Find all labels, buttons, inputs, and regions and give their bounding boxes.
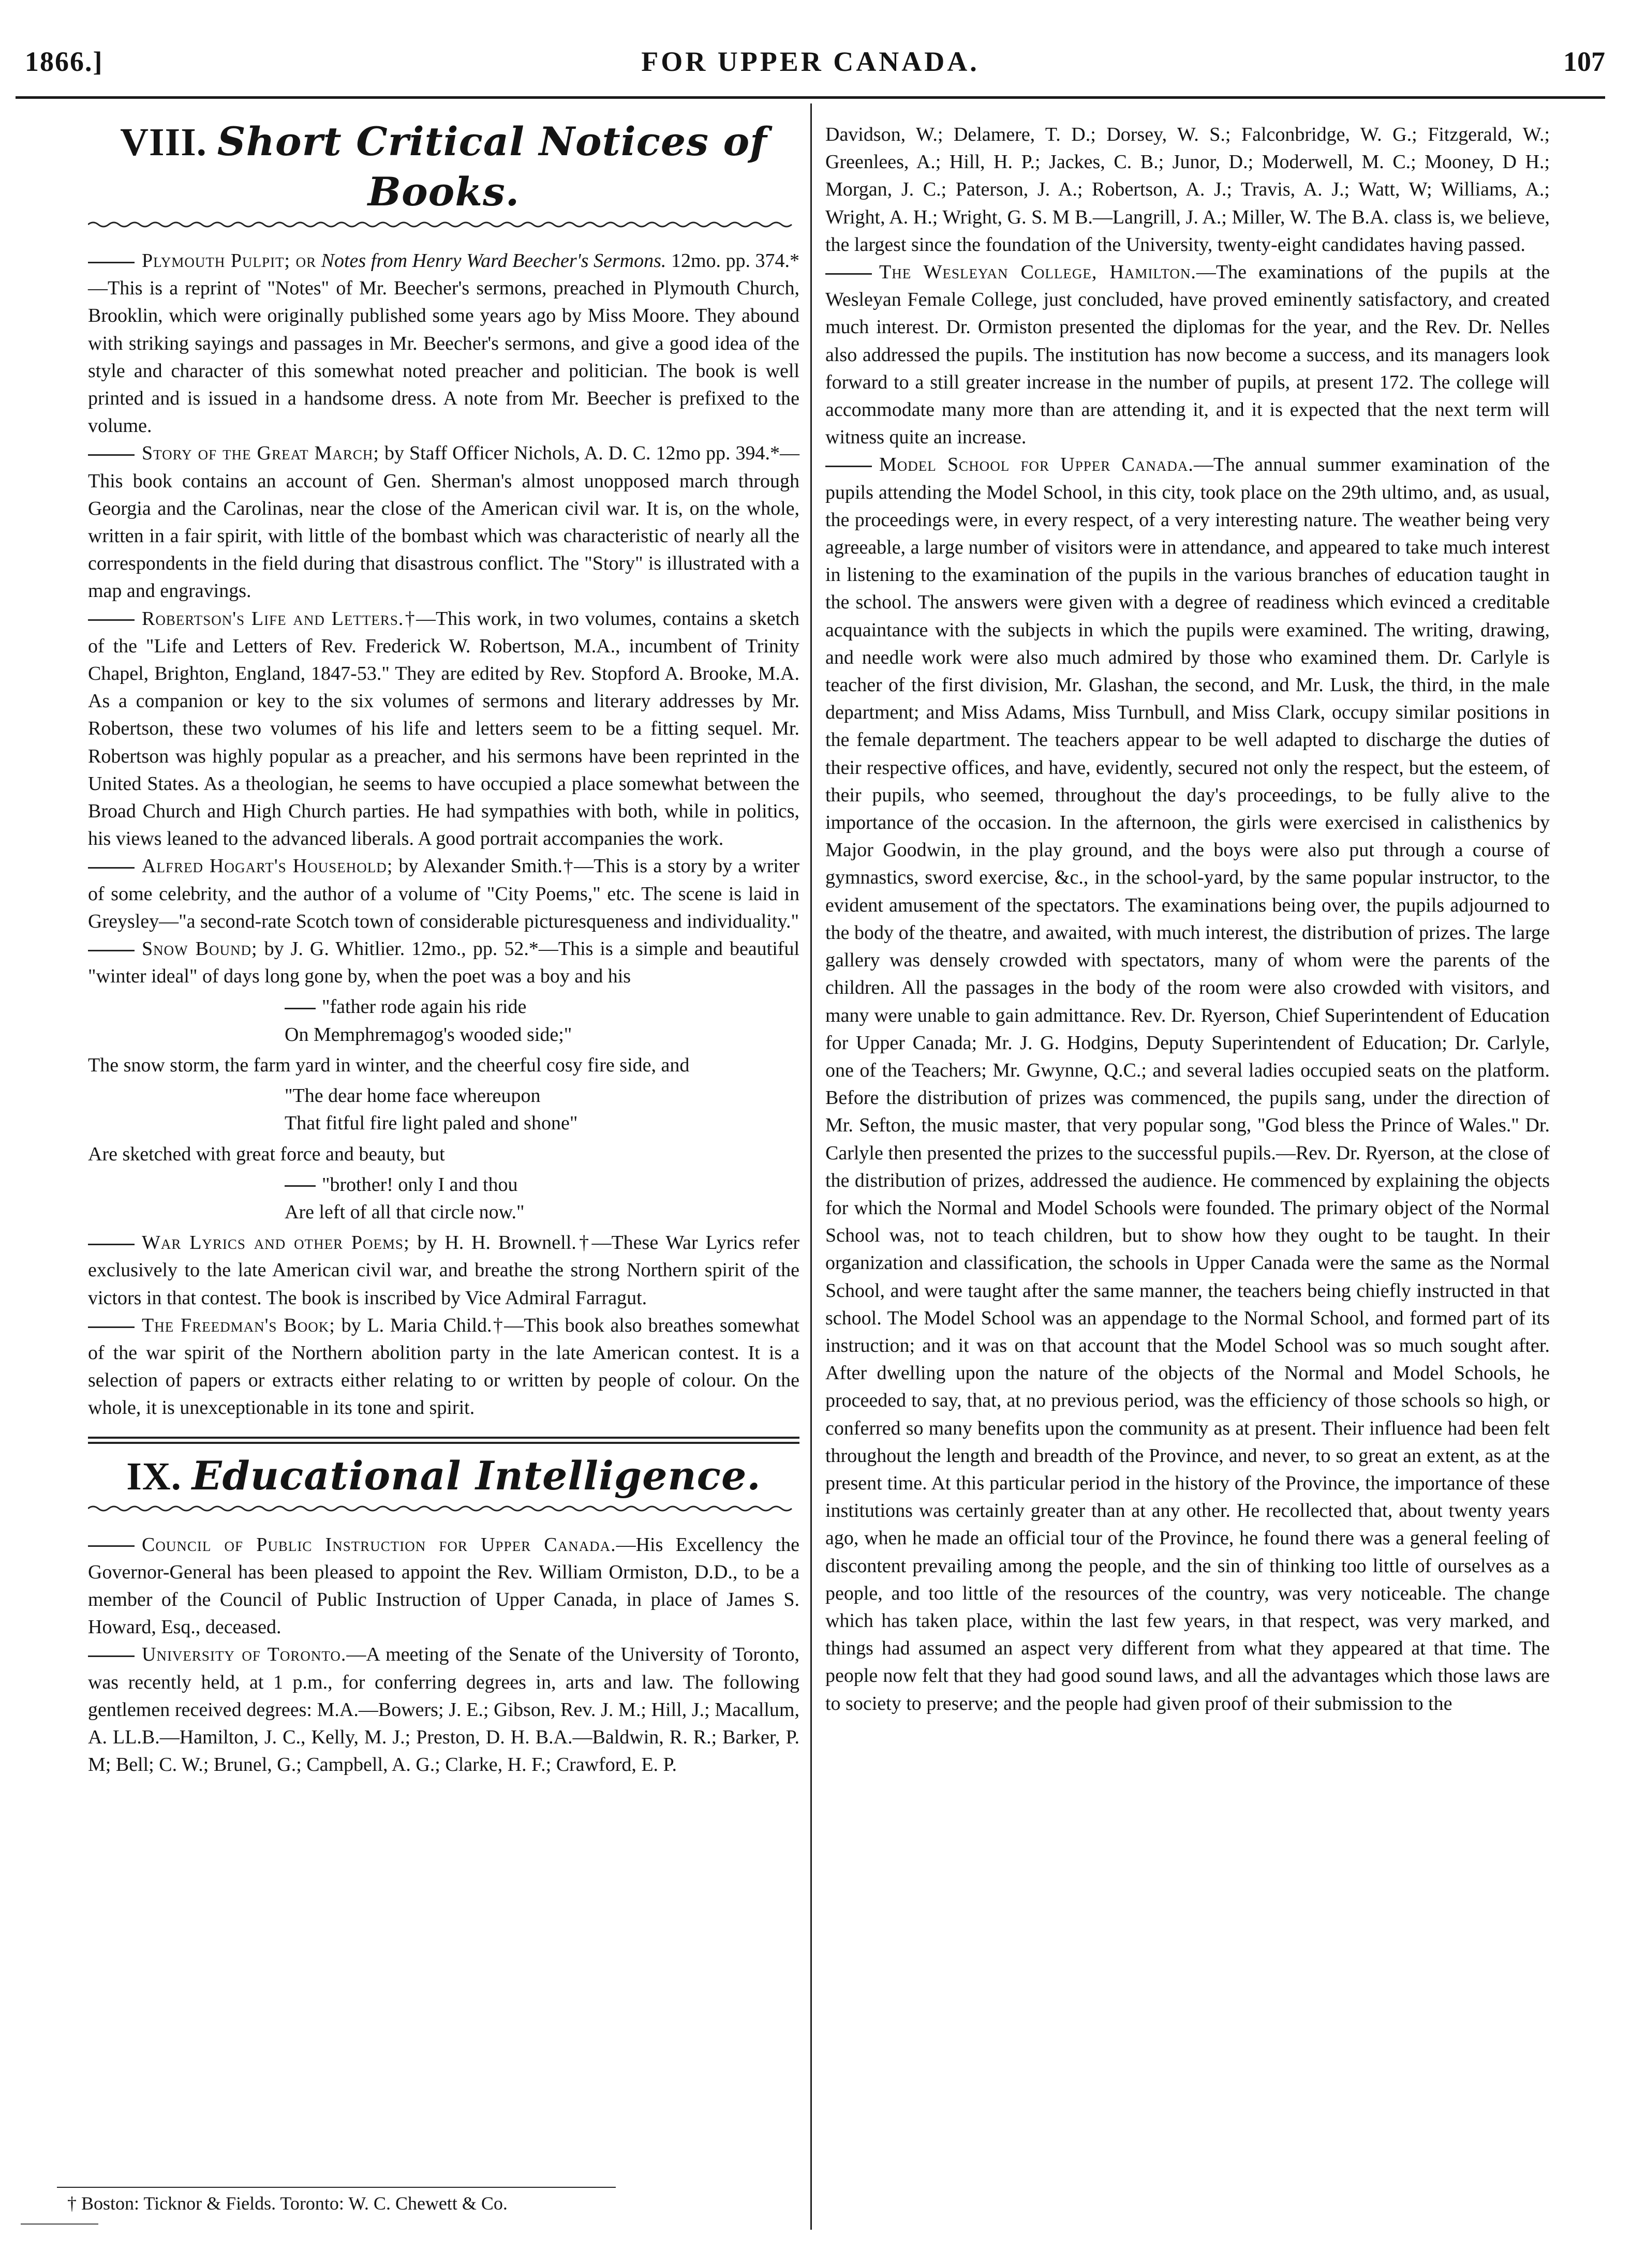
em-rule bbox=[825, 466, 872, 467]
notice-lead: War Lyrics and other Poems; bbox=[142, 1232, 410, 1254]
section-9-numeral: IX. bbox=[126, 1454, 182, 1498]
news-lead: The Wesleyan College, Hamilton. bbox=[879, 261, 1196, 284]
notice-lead: Plymouth Pulpit; or bbox=[142, 250, 317, 272]
verse-line bbox=[285, 1171, 799, 1199]
right-column bbox=[825, 121, 1550, 1718]
book-notice bbox=[88, 605, 799, 853]
verse-line: That fitful fire light paled and shone" bbox=[285, 1112, 578, 1135]
news-text: —A meeting of the Senate of the University of Toronto, was recently held, at 1 p.m., for conferring degrees in, arts and law. The following gentlemen received degrees: M.A.—Bowers; J. E.; Gibson, Rev. J. M.; Hill, J.; Macallum, A. LL.B.—Hamilton, J. C., Kelly, M. J.; Preston, D. H. B.A.—Baldwin, R. R.; Barker, P. M; Bell; C. W.; Brunel, G.; Campbell, A. G.; Clarke, H. F.; Crawford, E. P. bbox=[88, 1644, 799, 1776]
footnote-mark-rule bbox=[21, 2224, 98, 2225]
notice-text: by Staff Officer Nichols, A. D. C. 12mo pp. 394.*—This book contains an account of Gen. Sherman's almost unopposed march through Georgia and the Carolinas, near the close of the American civil war. It is, on the whole, written in a fair spirit, with little of the bombast which was characteristic of nearly all the correspondents in the field during that disastrous conflict. The "Story" is illustrated with a map and engravings. bbox=[88, 442, 800, 602]
verse-quote bbox=[88, 1082, 799, 1137]
em-rule bbox=[88, 262, 135, 263]
verse-text: "father rode again his ride bbox=[322, 996, 527, 1018]
news-item bbox=[88, 1641, 799, 1779]
em-rule bbox=[285, 1185, 316, 1187]
book-notice bbox=[88, 853, 799, 935]
em-rule bbox=[88, 867, 135, 869]
section-8-heading bbox=[88, 117, 799, 217]
book-notice bbox=[88, 1229, 799, 1312]
em-rule bbox=[825, 273, 872, 275]
notice-text: 12mo. pp. 374.*—This is a reprint of "Notes" of Mr. Beecher's sermons, preached in Plymouth Church, Brooklin, which were originally published some years ago by Miss Moore. They abound with striking sayings and passages in Mr. Beecher's sermons, and give a good idea of the style and character of this somewhat noted preacher and politician. The book is well printed and is issued in a handsome dress. A note from Mr. Beecher is prefixed to the volume. bbox=[88, 250, 800, 437]
verse-line bbox=[285, 993, 799, 1021]
section-9-heading bbox=[88, 1451, 799, 1501]
notice-lead-italic: Notes from Henry Ward Beecher's Sermons. bbox=[321, 250, 666, 272]
verse-text: "brother! only I and thou bbox=[322, 1173, 518, 1196]
wavy-rule bbox=[88, 219, 799, 232]
em-rule bbox=[88, 1545, 135, 1547]
header-rule bbox=[16, 96, 1605, 99]
em-rule bbox=[88, 619, 135, 621]
book-notice bbox=[88, 1312, 799, 1422]
em-rule bbox=[88, 1244, 135, 1245]
news-text: —His Excellency the Governor-General has been pleased to appoint the Rev. William Ormiston, D.D., to be a member of the Council of Public Instruction of Upper Canada, in place of James S. Howard, Esq., deceased. bbox=[88, 1533, 799, 1638]
footnote-rule bbox=[57, 2187, 616, 2188]
em-rule bbox=[285, 1008, 316, 1009]
notice-text: by J. G. Whitlier. 12mo., pp. 52.*—This is a simple and beautiful "winter ideal" of days long gone by, when the poet was a boy and his bbox=[88, 938, 800, 988]
section-9-title: Educational Intelligence. bbox=[191, 1452, 761, 1499]
notice-text: by Alexander Smith.†—This is a story by a writer of some celebrity, and the author of a volume of "City Poems," etc. The scene is laid in Greysley—"a second-rate Scotch town of considerable picturesqueness and individuality." bbox=[88, 855, 799, 932]
news-item bbox=[825, 451, 1550, 1717]
verse-quote bbox=[88, 993, 799, 1048]
book-notice bbox=[88, 440, 799, 605]
notice-text: †—This work, in two volumes, contains a sketch of the "Life and Letters of Rev. Frederick W. Robertson, M.A., incumbent of Trinity Chapel, Brighton, England, 1847-53." They are edited by Rev. Stopford A. Brooke, M.A. As a companion or key to the six volumes of sermons and literary addresses by Mr. Robertson, these two volumes of his life and letters seem to be a fitting sequel. Mr. Robertson was highly popular as a preacher, and his sermons have been reprinted in the United States. As a theologian, he seems to have occupied a place somewhat between the Broad Church and High Church parties. He had sympathies with both, while in politics, his views leaned to the advanced liberals. A good portrait accompanies the work. bbox=[88, 607, 799, 850]
header-year: 1866.] bbox=[25, 46, 103, 77]
notice-lead: Snow Bound; bbox=[142, 938, 258, 960]
column-divider bbox=[810, 103, 812, 2230]
left-column bbox=[88, 117, 799, 1779]
notice-lead: The Freedman's Book; bbox=[142, 1314, 335, 1336]
notice-text: by H. H. Brownell.†—These War Lyrics refer exclusively to the late American civil war, and breathe the strong Northern spirit of the victors in that contest. The book is inscribed by Vice Admiral Farragut. bbox=[88, 1232, 800, 1309]
running-header bbox=[16, 41, 1605, 93]
em-rule bbox=[88, 950, 135, 951]
news-lead: University of Toronto. bbox=[142, 1644, 347, 1666]
em-rule bbox=[88, 1326, 135, 1328]
body-text: The snow storm, the farm yard in winter, and the cheerful cosy fire side, and bbox=[88, 1054, 690, 1076]
notice-text: by L. Maria Child.†—This book also breathes somewhat of the war spirit of the Northern abolition party in the late American contest. It is a selection of papers or extracts either relating to or written by people of colour. On the whole, it is unexceptionable in its tone and spirit. bbox=[88, 1314, 799, 1419]
notice-lead: Alfred Hogart's Household; bbox=[142, 855, 393, 877]
verse-line: On Memphremagog's wooded side;" bbox=[285, 1023, 572, 1046]
em-rule bbox=[88, 1655, 135, 1657]
book-notice bbox=[88, 935, 799, 990]
verse-line: Are left of all that circle now." bbox=[285, 1201, 525, 1223]
news-lead: Model School for Upper Canada. bbox=[879, 454, 1194, 476]
book-notice bbox=[88, 247, 799, 440]
footnote: † Boston: Ticknor & Fields. Toronto: W. C. Chewett & Co. bbox=[67, 2193, 508, 2214]
news-text: —The annual summer examination of the pupils attending the Model School, in this city, took place on the 29th ultimo, and, as usual, the proceedings were, in every respect, of a very interesting nature. The weather being very agreeable, a large number of visitors were in attendance, and appeared to take much interest in listening to the examination of the pupils in the various branches of education taught in the school. The answers were given with a degree of readiness which evinced a creditable acquaintance with the subjects in which the pupils were examined. The writing, drawing, and needle work were also much admired by those who examined them. Dr. Carlyle is teacher of the first division, Mr. Glashan, the second, and Mr. Lusk, the third, in the male department; and Miss Adams, Miss Turnbull, and Miss Clark, occupy similar positions in the female department. The teachers appear to be well adapted to discharge the duties of their respective offices, and have, evidently, secured not only the respect, but the esteem, of their pupils, who seemed, throughout the day's proceedings, to be fully alive to the importance of the occasion. In the afternoon, the girls were exercised in calisthenics by Major Goodwin, in the play ground, and the boys were also put through a course of gymnastics, sword exercise, &c., in the school-yard, by the same popular instructor, to the evident amusement of the spectators. The examinations being over, the pupils adjourned to the body of the theatre, and awaited, with much interest, the distribution of prizes. The large gallery was densely crowded with spectators, many of whom were the parents of the children. All the passages in the body of the room were also crowded with visitors, and many were unable to gain admittance. Rev. Dr. Ryerson, Chief Superintendent of Education for Upper Canada; Mr. J. G. Hodgins, Deputy Superintendent of Education; Dr. Carlyle, one of the Teachers; Mr. Gwynne, Q.C.; and several ladies occupied seats on the platform. Before the distribution of prizes was commenced, the pupils sang, under the direction of Mr. Sefton, the music master, that very popular song, "God bless the Prince of Wales." Dr. Carlyle then presented the prizes to the successful pupils.—Rev. Dr. Ryerson, at the close of the distribution of prizes, addressed the audience. He commenced by explaining the objects for which the Normal and Model Schools were founded. The primary object of the Normal School was, not to teach children, but to show how they ought to be taught. In their organization and classification, the schools in Upper Canada were the same as the Normal School, and were taught after the same manner, the teachers being chiefly instructed in that school. The Model School was an appendage to the Normal School, and formed part of its instruction; and it was on that account that the Model School was so much sought after. After dwelling upon the nature of the objects of the Normal and Model Schools, he proceeded to say, that, at no previous period, was the efficiency of those schools so high, or conferred so many benefits upon the community as at present. Their influence had been felt throughout the length and breadth of the Province, and never, to so great an extent, as at the present time. At this particular period in the history of the Province, the importance of these institutions was certainly greater than at any other. He recollected that, about twenty years ago, when he made an official tour of the Province, he found there was a general feeling of discontent prevailing among the people, and the sin of thinking too little of ourselves as a people, and too little of the resources of the country, was very noticeable. The change which has taken place, within the last few years, in that respect, was very marked, and things had assumed an aspect very different from what they appeared at that time. The people now felt that they had good sound laws, and all the advantages which those laws are to society to preserve; and the people had given proof of their submission to the bbox=[825, 454, 1550, 1714]
section-divider bbox=[88, 1437, 799, 1444]
header-title: FOR UPPER CANADA. bbox=[641, 46, 980, 77]
news-item bbox=[88, 1531, 799, 1642]
verse-quote bbox=[88, 1171, 799, 1226]
page-number: 107 bbox=[1563, 46, 1605, 77]
wavy-rule bbox=[88, 1503, 799, 1516]
section-8-numeral: VIII. bbox=[120, 121, 207, 164]
news-text: —The examinations of the pupils at the Wesleyan Female College, just concluded, have proved eminently satisfactory, and created much interest. Dr. Ormiston presented the diplomas for the year, and the Rev. Dr. Nelles also addressed the pupils. The institution has now become a success, and its managers look forward to a still greater increase in the number of pupils, at present 172. The college will accommodate many more than are attending it, and it is expected that the next term will witness quite an increase. bbox=[825, 261, 1550, 449]
continued-text: Davidson, W.; Delamere, T. D.; Dorsey, W. S.; Falconbridge, W. G.; Fitzgerald, W.; Greenlees, A.; Hill, H. P.; Jackes, C. B.; Junor, D.; Moderwell, M. C.; Mooney, D H.; Morgan, J. C.; Paterson, J. A.; Robertson, A. J.; Travis, A. J.; Watt, W; Williams, A.; Wright, A. H.; Wright, G. S. M B.—Langrill, J. A.; Miller, W. The B.A. class is, we believe, the largest since the foundation of the University, twenty-eight candidates having passed. bbox=[825, 124, 1550, 256]
em-rule bbox=[88, 454, 135, 456]
news-item bbox=[825, 259, 1550, 451]
news-lead: Council of Public Instruction for Upper Canada. bbox=[142, 1533, 616, 1556]
body-text: Are sketched with great force and beauty, but bbox=[88, 1143, 445, 1165]
verse-line: "The dear home face whereupon bbox=[285, 1085, 541, 1107]
section-8-title: Short Critical Notices of Books. bbox=[217, 118, 767, 215]
notice-lead: Robertson's Life and Letters. bbox=[142, 607, 404, 630]
notice-lead: Story of the Great March; bbox=[142, 442, 379, 465]
